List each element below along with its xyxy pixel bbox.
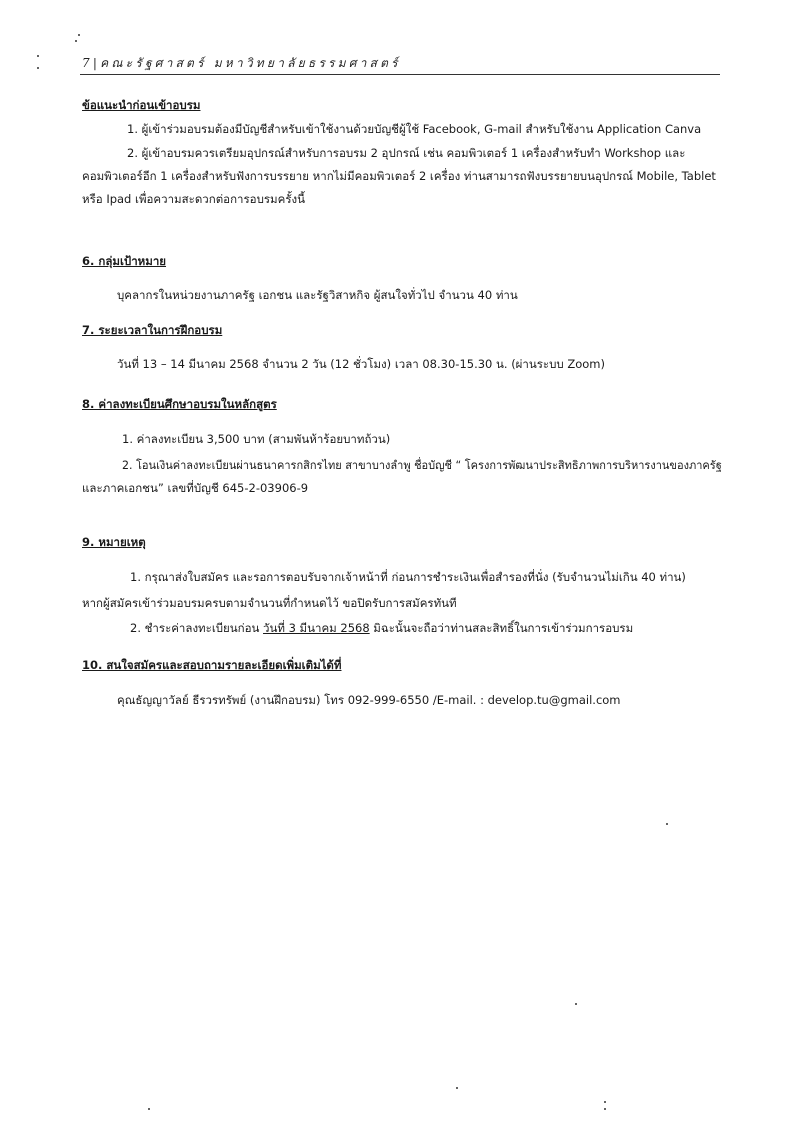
notes-item-1-line-1: 1. กรุณาส่งใบสมัคร และรอการตอบรับจากเจ้าหน้าที่ ก่อนการชำระเงินเพื่อสำรองที่นั่ง (รับจำนวนไม่เกิน 40 ท่าน)	[130, 570, 686, 584]
duration-text: วันที่ 13 – 14 มีนาคม 2568 จำนวน 2 วัน (12 ชั่วโมง) เวลา 08.30-15.30 น. (ผ่านระบบ Zoom)	[117, 357, 605, 371]
notes-item-1-line-2: หากผู้สมัครเข้าร่วมอบรมครบตามจำนวนที่กำหนดไว้ ขอปิดรับการสมัครทันที	[82, 596, 457, 610]
fee-item-1: 1. ค่าลงทะเบียน 3,500 บาท (สามพันห้าร้อยบาทถ้วน)	[122, 432, 391, 446]
header-separator: |	[92, 56, 101, 70]
fee-heading: 8. ค่าลงทะเบียนศึกษาอบรมในหลักสูตร	[82, 397, 277, 411]
notes-item-2	[130, 621, 633, 636]
advice-heading: ข้อแนะนำก่อนเข้าอบรม	[82, 98, 201, 112]
header-rule	[80, 74, 720, 75]
scan-speck	[604, 1101, 606, 1103]
notes-item-2-prefix: 2. ชำระค่าลงทะเบียนก่อน	[130, 621, 264, 635]
page-number: 7	[82, 56, 93, 70]
target-heading: 6. กลุ่มเป้าหมาย	[82, 254, 167, 268]
scan-speck	[456, 1087, 458, 1089]
header-faculty: คณะรัฐศาสตร์ มหาวิทยาลัยธรรมศาสตร์	[100, 56, 401, 70]
duration-heading: 7. ระยะเวลาในการฝึกอบรม	[82, 323, 223, 337]
fee-item-2-line-2: และภาคเอกชน” เลขที่บัญชี 645-2-03906-9	[82, 481, 309, 495]
scan-speck	[37, 55, 39, 57]
page-header	[82, 54, 401, 73]
fee-item-2-line-1: 2. โอนเงินค่าลงทะเบียนผ่านธนาคารกสิกรไทย สาขาบางลำพู ชื่อบัญชี “ โครงการพัฒนาประสิทธิภาพการบริหารงานของภาครัฐ	[122, 458, 722, 472]
scan-speck	[148, 1108, 150, 1110]
scan-speck	[78, 34, 80, 36]
scan-speck	[666, 823, 668, 825]
scan-speck	[37, 67, 39, 69]
notes-heading: 9. หมายเหตุ	[82, 535, 146, 549]
contact-heading: 10. สนใจสมัครและสอบถามรายละเอียดเพิ่มเติมได้ที่	[82, 658, 342, 672]
advice-item-2-line-1: 2. ผู้เข้าอบรมควรเตรียมอุปกรณ์สำหรับการอบรม 2 อุปกรณ์ เช่น คอมพิวเตอร์ 1 เครื่องสำหรับทำ Workshop และ	[127, 146, 686, 160]
scan-speck	[575, 1003, 577, 1005]
scan-speck	[75, 40, 77, 42]
target-text: บุคลากรในหน่วยงานภาครัฐ เอกชน และรัฐวิสาหกิจ ผู้สนใจทั่วไป จำนวน 40 ท่าน	[117, 288, 518, 302]
contact-text: คุณธัญญาวัลย์ ธีรวรทรัพย์ (งานฝึกอบรม) โทร 092-999-6550 /E-mail. : develop.tu@gmail.com	[117, 693, 621, 707]
notes-item-2-suffix: มิฉะนั้นจะถือว่าท่านสละสิทธิ์ในการเข้าร่วมการอบรม	[369, 621, 634, 635]
scan-speck	[604, 1108, 606, 1110]
advice-item-1: 1. ผู้เข้าร่วมอบรมต้องมีบัญชีสำหรับเข้าใช้งานด้วยบัญชีผู้ใช้ Facebook, G-mail สำหรับใช้งาน Application Canva	[127, 122, 702, 136]
advice-item-2-line-2: คอมพิวเตอร์อีก 1 เครื่องสำหรับฟังการบรรยาย หากไม่มีคอมพิวเตอร์ 2 เครื่อง ท่านสามารถฟังบรรยายบนอุปกรณ์ Mobile, Tablet	[82, 169, 716, 183]
advice-item-2-line-3: หรือ Ipad เพื่อความสะดวกต่อการอบรมครั้งนี้	[82, 192, 305, 206]
notes-item-2-deadline: วันที่ 3 มีนาคม 2568	[263, 621, 370, 635]
